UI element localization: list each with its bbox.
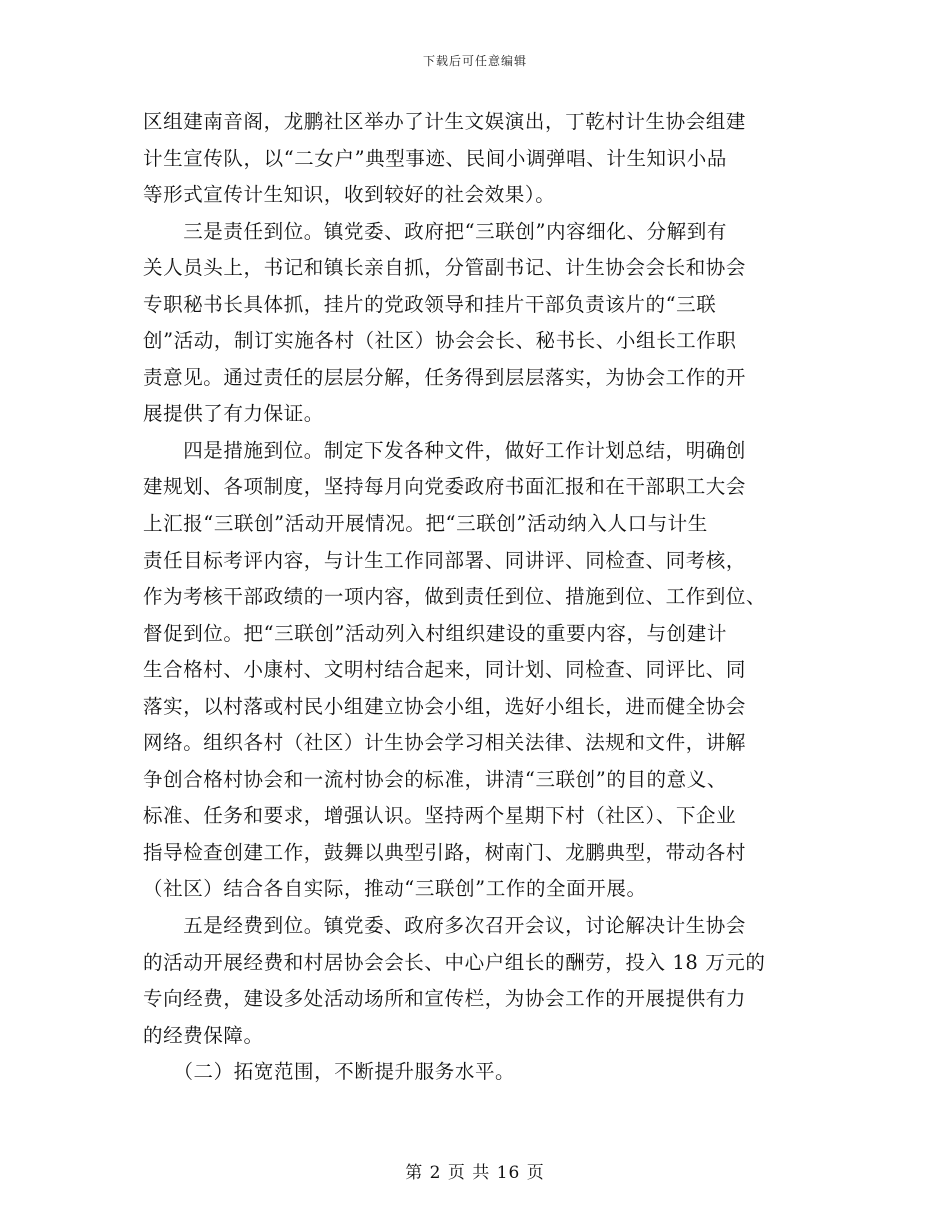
- text-line: 创”活动，制订实施各村（社区）协会会长、秘书长、小组长工作职: [143, 329, 737, 353]
- text-line: 四是措施到位。制定下发各种文件，做好工作计划总结，明确创: [143, 438, 747, 462]
- text-line: 等形式宣传计生知识，收到较好的社会效果）。: [143, 183, 556, 207]
- text-line: 上汇报“三联创”活动开展情况。把“三联创”活动纳入人口与计生: [143, 512, 708, 536]
- text-line: 督促到位。把“三联创”活动列入村组织建设的重要内容，与创建计: [143, 621, 727, 645]
- text-line: 五是经费到位。镇党委、政府多次召开会议，讨论解决计生协会: [143, 914, 747, 938]
- text-line: 争创合格村协会和一流村协会的标准，讲清“三联创”的目的意义、: [143, 767, 727, 791]
- text-line: 专职秘书长具体抓，挂片的党政领导和挂片干部负责该片的“三联: [143, 292, 717, 316]
- text-line: 计生宣传队，以“二女户”典型事迹、民间小调弹唱、计生知识小品: [143, 146, 727, 170]
- text-line: 的活动开展经费和村居协会会长、中心户组长的酬劳，投入 18 万元的: [143, 950, 766, 974]
- text-line: （二）拓宽范围，不断提升服务水平。: [143, 1060, 516, 1084]
- text-line: 作为考核干部政绩的一项内容，做到责任到位、措施到位、工作到位、: [143, 585, 767, 609]
- text-line: 生合格村、小康村、文明村结合起来，同计划、同检查、同评比、同: [143, 658, 747, 682]
- text-line: 的经费保障。: [143, 1023, 264, 1047]
- text-line: 责意见。通过责任的层层分解，任务得到层层落实，为协会工作的开: [143, 365, 747, 389]
- text-line: 落实，以村落或村民小组建立协会小组，选好小组长，进而健全协会: [143, 694, 747, 718]
- text-line: 指导检查创建工作，鼓舞以典型引路，树南门、龙鹏典型，带动各村: [143, 840, 747, 864]
- text-line: 网络。组织各村（社区）计生协会学习相关法律、法规和文件，讲解: [143, 731, 747, 755]
- text-line: 三是责任到位。镇党委、政府把“三联创”内容细化、分解到有: [143, 219, 727, 243]
- text-line: 建规划、各项制度，坚持每月向党委政府书面汇报和在干部职工大会: [143, 475, 747, 499]
- page-number-footer: 第 2 页 共 16 页: [405, 1163, 545, 1183]
- text-line: 展提供了有力保证。: [143, 402, 324, 426]
- text-line: 关人员头上，书记和镇长亲自抓，分管副书记、计生协会会长和协会: [143, 256, 747, 280]
- document-body: [143, 104, 815, 1091]
- page-header-note: 下载后可任意编辑: [422, 54, 527, 68]
- text-line: 责任目标考评内容，与计生工作同部署、同讲评、同检查、同考核，: [143, 548, 747, 572]
- text-line: 区组建南音阁，龙鹏社区举办了计生文娱演出，丁乾村计生协会组建: [143, 110, 747, 133]
- text-line: 专向经费，建设多处活动场所和宣传栏，为协会工作的开展提供有力: [143, 987, 747, 1011]
- text-line: （社区）结合各自实际，推动“三联创”工作的全面开展。: [143, 877, 647, 901]
- text-line: 标准、任务和要求，增强认识。坚持两个星期下村（社区）、下企业: [143, 804, 737, 828]
